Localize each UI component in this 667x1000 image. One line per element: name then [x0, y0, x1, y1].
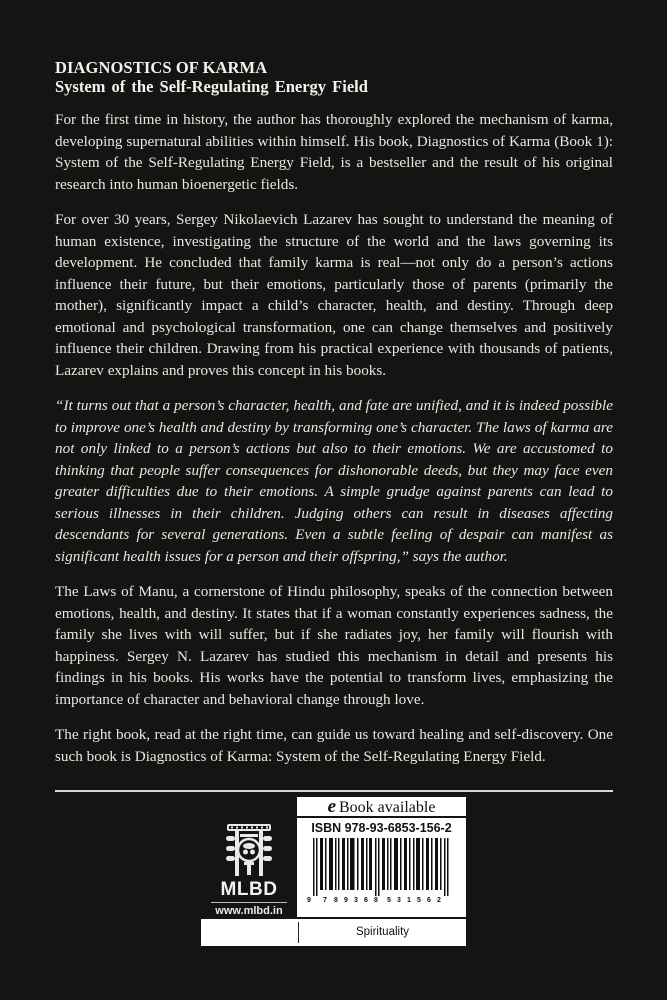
section-divider	[55, 790, 613, 792]
publisher-name: MLBD	[220, 879, 278, 900]
isbn-number: ISBN 978-93-6853-156-2	[311, 821, 452, 835]
isbn-box	[297, 797, 466, 917]
ebook-available-label	[297, 797, 466, 818]
author-quote: “It turns out that a person’s character, health, and fate are unified, and it is indeed possible to improve one’s health and destiny by transforming one’s character. The laws of karma are not only linked to a person’s actions but also to their emotions. We are accustomed to thinking that people suffer consequences for dishonorable deeds, but they may face even greater difficulties due to their emotions. A simple grudge against parents can lead to serious illnesses in their children. Judging others can result in diseases affecting descendants for several generations. Even a subtle feeling of despair can manifest as significant health issues for a person and their offspring,” says the author.	[55, 397, 613, 565]
paragraph-closing: The right book, read at the right time, can guide us toward healing and self-discovery. One such book is Diagnostics of Karma: System of the Self-Regulating Energy Field.	[55, 726, 613, 765]
genre-label: Spirituality	[355, 926, 410, 938]
paragraph-intro: For the first time in history, the author has thoroughly explored the mechanism of karma, developing supernatural abilities within himself. His book, Diagnostics of Karma (Book 1): System of the Self-Regulating Energy Field, is a bestseller and the result of his original research into human bioenergetic fields.	[55, 111, 613, 193]
ebook-label-text: Book available	[339, 799, 436, 816]
ebook-e-icon: e	[327, 796, 336, 817]
publisher-logo-block	[201, 822, 297, 917]
publisher-url: www.mlbd.in	[215, 905, 283, 917]
blurb-content	[55, 58, 613, 767]
book-title: DIAGNOSTICS OF KARMA	[55, 58, 268, 77]
book-subtitle: System of the Self-Regulating Energy Field	[55, 77, 368, 96]
mlbd-emblem-icon	[225, 822, 273, 878]
paragraph-author-bio: For over 30 years, Sergey Nikolaevich Lazarev has sought to understand the meaning of human existence, investigating the structure of the world and the laws governing its development. He concluded that family karma is real—not only do a person’s actions influence their future, but their emotions, particularly those of parents (primarily the mother), significantly impact a child’s character, health, and destiny. Through deep emotional and psychological transformation, one can change themselves and positively influence their children. Drawing from his practical experience with thousands of patients, Lazarev explains and proves this concept in his books.	[55, 211, 613, 379]
publisher-rule	[211, 902, 287, 903]
paragraph-laws-of-manu: The Laws of Manu, a cornerstone of Hindu philosophy, speaks of the connection between emotions, health, and destiny. It states that if a woman constantly experiences sadness, the family she lives with will suffer, but if she radiates joy, her family will flourish with happiness. Sergey N. Lazarev has studied this mechanism in detail and presents his findings in his books. His works have the potential to transform lives, emphasizing the importance of character and behavioral change through love.	[55, 583, 613, 708]
barcode: 9 7 8 9 3 6 8 5 3 1 5 6 2	[313, 838, 453, 900]
barcode-bars-icon	[313, 838, 453, 896]
genre-bar	[201, 919, 466, 946]
